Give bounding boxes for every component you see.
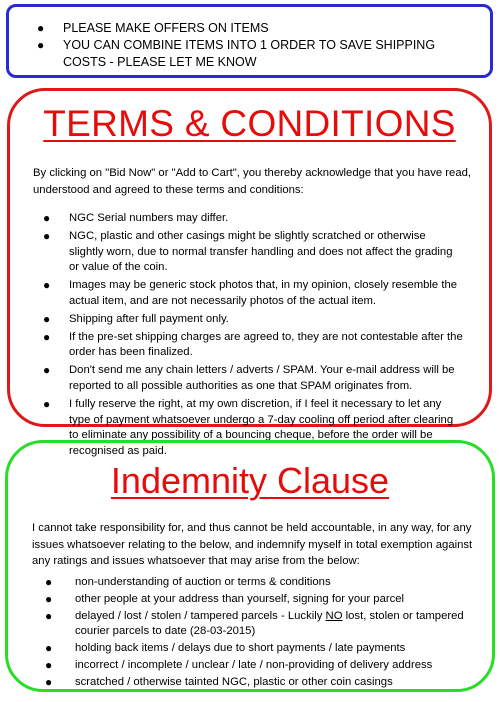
indemnity-item-text	[75, 610, 464, 638]
bullet-icon: ●	[45, 591, 53, 606]
bullet-icon: ●	[45, 674, 53, 689]
indemnity-item	[45, 609, 465, 641]
bullet-icon: ●	[43, 363, 51, 378]
bullet-icon: ●	[43, 329, 51, 344]
terms-item	[43, 330, 463, 362]
bullet-icon: ●	[43, 396, 51, 411]
terms-item-text: NGC, plastic and other casings might be slightly scratched or otherwise slightly worn, due to normal transfer handling and does not affect the grading or value of the coin.	[69, 229, 453, 274]
delayed-text-after: lost, stolen or tampered courier parcels to date (28-03-2015)	[75, 609, 464, 638]
bullet-icon: ●	[45, 608, 53, 623]
indemnity-box	[5, 440, 495, 692]
notice-text: YOU CAN COMBINE ITEMS INTO 1 ORDER TO SAVE SHIPPING COSTS - PLEASE LET ME KNOW	[63, 38, 436, 69]
indemnity-item-text: non-understanding of auction or terms & conditions	[75, 576, 331, 588]
notice-item	[37, 37, 457, 71]
terms-item-text: Shipping after full payment only.	[69, 312, 229, 325]
delayed-text-before: delayed / lost / stolen / tampered parcels - Luckily	[75, 609, 326, 622]
notice-box	[6, 4, 493, 78]
indemnity-item-text: scratched / otherwise tainted NGC, plastic or other coin casings	[75, 675, 393, 688]
bullet-icon: ●	[45, 575, 53, 589]
notice-list	[37, 20, 457, 71]
no-emphasis: NO	[325, 609, 343, 622]
notice-text: PLEASE MAKE OFFERS ON ITEMS	[63, 21, 269, 35]
indemnity-item	[45, 575, 465, 591]
bullet-icon: ●	[37, 38, 45, 52]
indemnity-item	[45, 592, 465, 608]
bullet-icon: ●	[45, 641, 53, 656]
terms-item-text: Don't send me any chain letters / adverts / SPAM. Your e-mail address will be reported to all possible authorities as one that SPAM originates from.	[69, 364, 455, 392]
terms-box	[7, 88, 492, 458]
terms-item	[43, 363, 463, 395]
indemnity-item	[45, 658, 465, 674]
terms-item	[43, 229, 463, 276]
indemnity-item	[45, 675, 465, 691]
terms-title: TERMS & CONDITIONS	[43, 103, 456, 144]
indemnity-item	[45, 641, 465, 657]
terms-item	[43, 312, 463, 328]
bullet-icon: ●	[43, 228, 51, 243]
indemnity-title: Indemnity Clause	[110, 460, 390, 501]
bullet-icon: ●	[43, 278, 51, 293]
indemnity-list	[45, 575, 465, 692]
bullet-icon: ●	[43, 211, 51, 225]
terms-item-text: I fully reserve the right, at my own discretion, if I feel it necessary to let any type of payment whatsoever undergo a 7-day cooling off period after clearing to eliminate any possibility of a bouncing cheque, before the order will be recognised as paid.	[69, 397, 454, 458]
indemnity-intro: I cannot take responsibility for, and thus cannot be held accountable, in any way, for any issues whatsoever relating to the below, and indemnify myself in total exemption against any ratings and issues whatsoever that may arise from the below:	[32, 522, 473, 567]
terms-list	[43, 211, 463, 462]
bullet-icon: ●	[45, 657, 53, 672]
terms-item-text: Images may be generic stock photos that, in my opinion, closely resemble the actual item, and are not necessarily photos of the actual item.	[69, 279, 458, 307]
terms-intro: By clicking on "Bid Now" or "Add to Cart", you thereby acknowledge that you have read, understood and agreed to these terms and conditions:	[33, 167, 472, 196]
terms-item-text: If the pre-set shipping charges are agreed to, they are not contestable after the order has been finalized.	[69, 330, 463, 359]
bullet-icon: ●	[43, 311, 51, 326]
terms-item	[43, 278, 463, 310]
bullet-icon: ●	[37, 21, 45, 35]
notice-item	[37, 20, 457, 37]
indemnity-item-text: incorrect / incomplete / unclear / late / non-providing of delivery address	[75, 658, 433, 671]
terms-item	[43, 211, 463, 227]
indemnity-item-text: other people at your address than yourself, signing for your parcel	[75, 592, 405, 605]
indemnity-item-text: holding back items / delays due to short payments / late payments	[75, 642, 406, 655]
terms-item-text: NGC Serial numbers may differ.	[69, 212, 229, 224]
